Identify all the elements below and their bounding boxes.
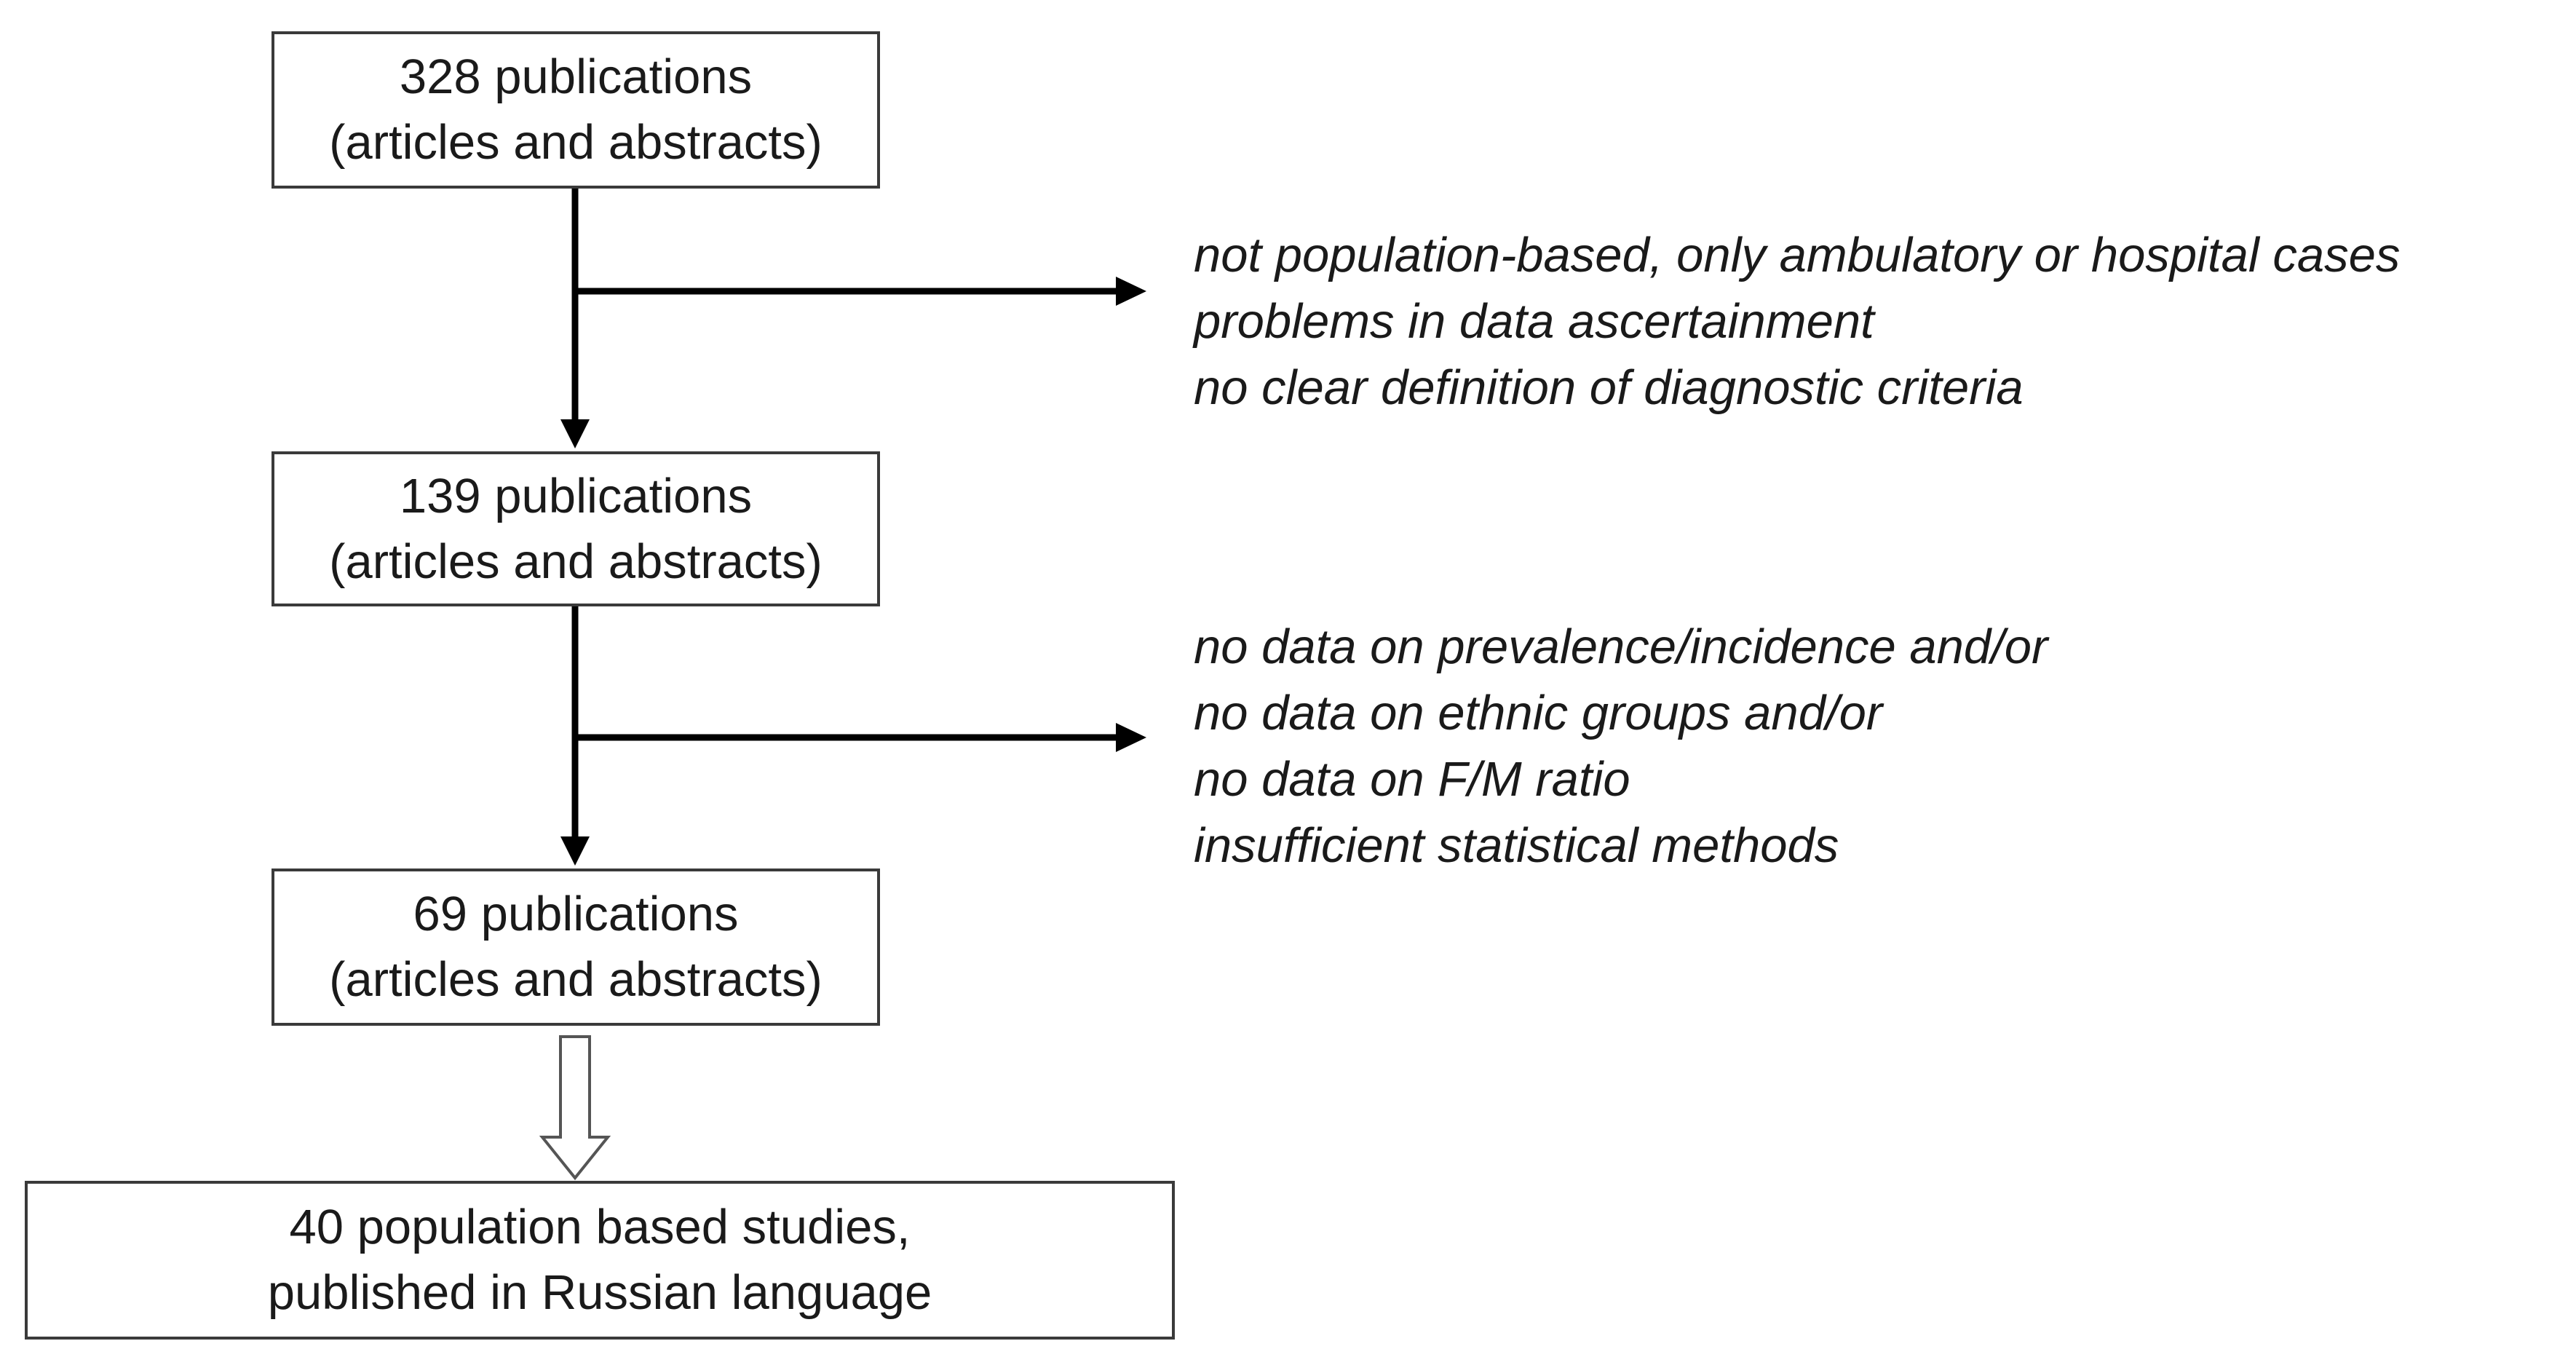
exclusion-arrow-2 [575,723,1146,752]
exclusion-arrow-1 [575,277,1146,306]
step-box-1 [272,31,880,189]
exclusion-criterion: no data on F/M ratio [1194,752,1630,807]
exclusion-criterion: insufficient statistical methods [1194,818,1839,873]
step-3-subtitle: (articles and abstracts) [329,952,823,1007]
exclusion-criterion: no data on ethnic groups and/or [1194,686,1883,740]
step-3-count: 69 publications [413,887,739,941]
step-box-3 [272,869,880,1026]
exclusion-criteria-1 [1194,222,2400,421]
step-box-2 [272,451,880,606]
exclusion-criterion: no clear definition of diagnostic criteria [1194,360,2024,415]
exclusion-criterion: problems in data ascertainment [1194,294,1874,349]
step-1-subtitle: (articles and abstracts) [329,115,823,170]
final-result-box [25,1181,1175,1340]
step-1-count: 328 publications [399,50,753,104]
step-2-subtitle: (articles and abstracts) [329,534,823,589]
arrow-step1-to-step2 [560,189,590,448]
final-result-line-1: 40 population based studies, [289,1200,911,1254]
hollow-arrow-to-final [542,1037,608,1178]
exclusion-criterion: no data on prevalence/incidence and/or [1194,620,2048,674]
exclusion-criteria-2 [1194,614,2048,879]
step-2-count: 139 publications [399,468,753,523]
exclusion-criterion: not population-based, only ambulatory or hospital cases [1194,228,2401,282]
final-result-line-2: published in Russian language [267,1265,932,1320]
